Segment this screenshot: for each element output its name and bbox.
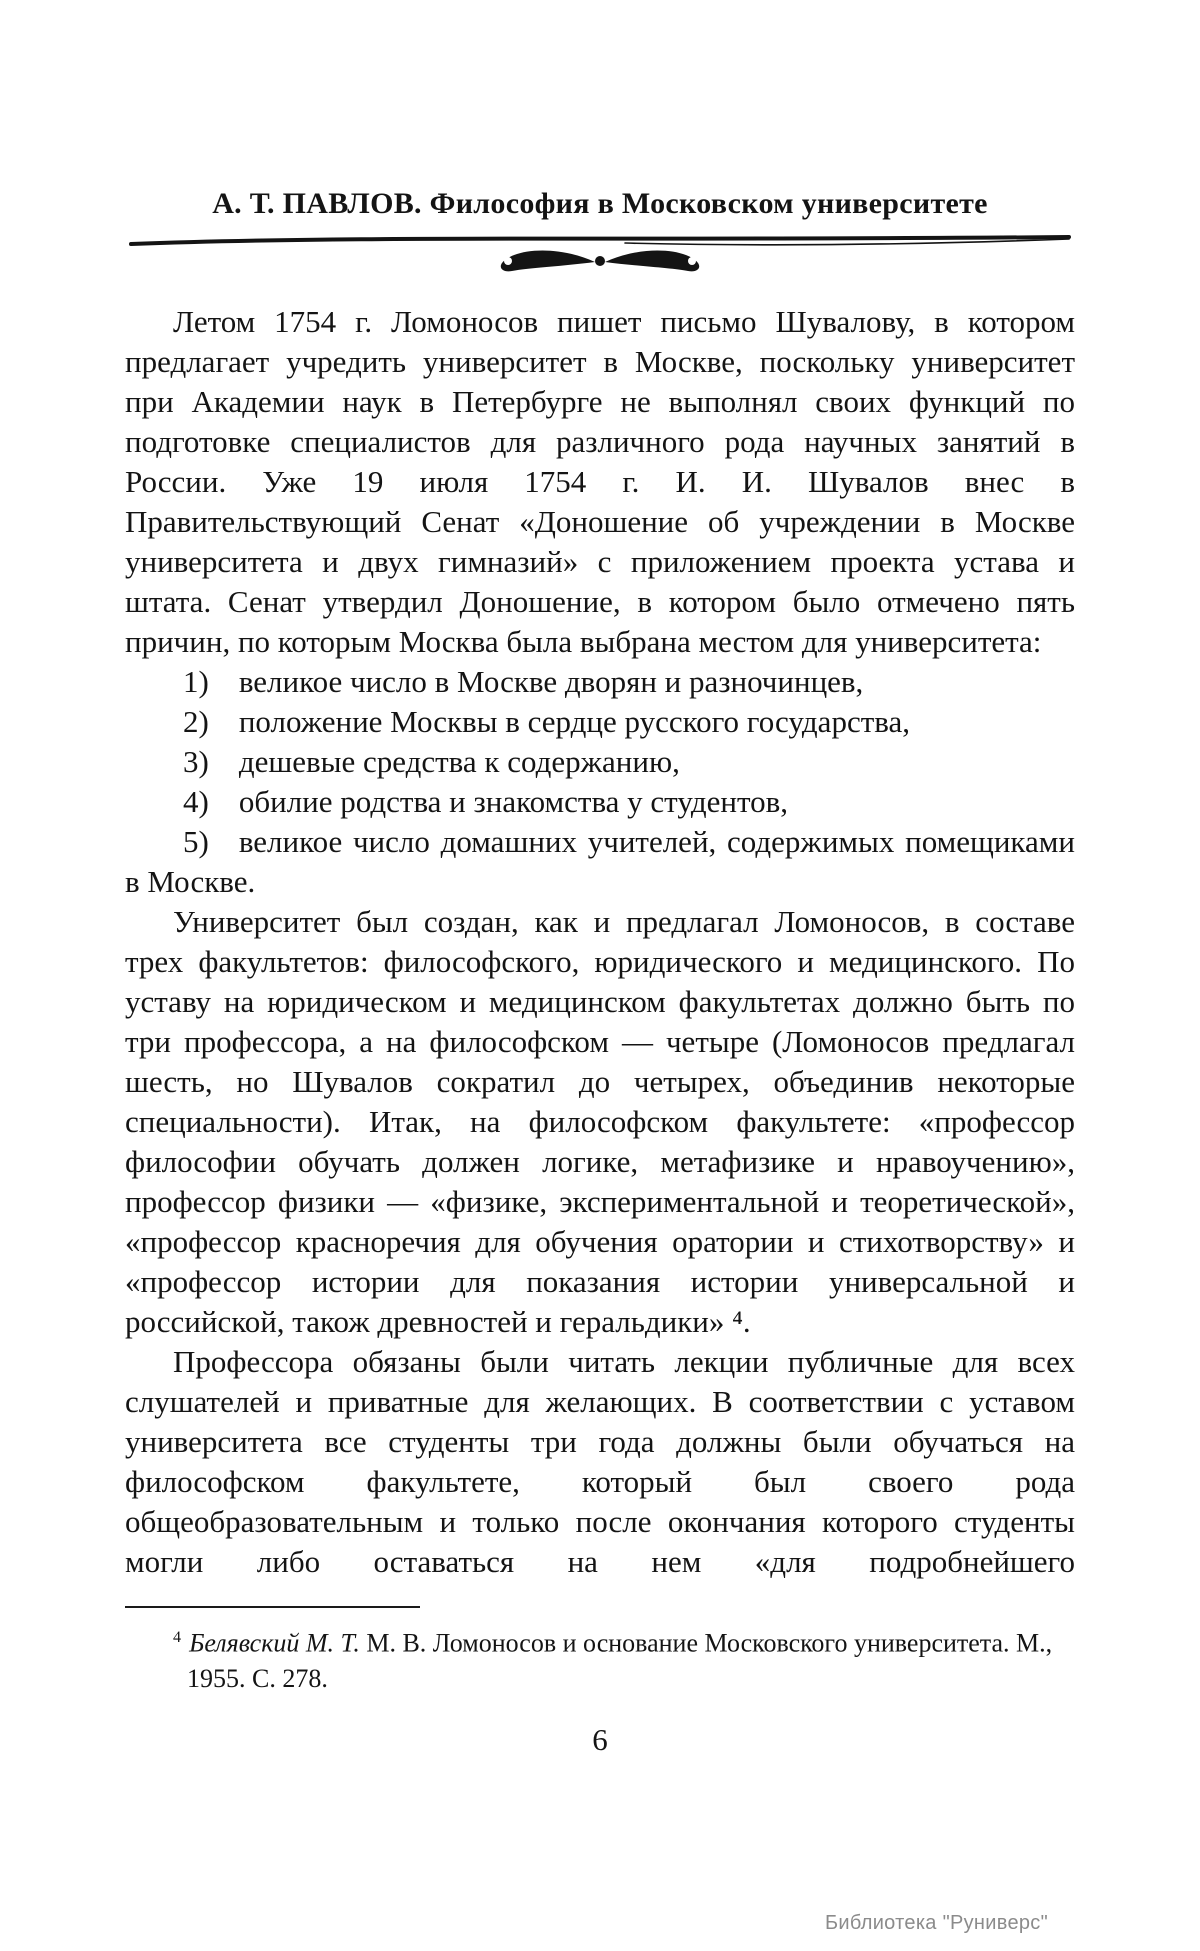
list-text: дешевые средства к содержанию, <box>238 744 680 779</box>
paragraph-3: Профессора обязаны были читать лекции публичные для всех слушателей и приватные для желающих. В соответствии с уставом университета все студенты три года должны были обучаться на философском факультете, который был своего рода общеобразовательным и только после окончания которого студенты могли либо оставаться на нем «для подробнейшего <box>125 1344 1075 1579</box>
page-footer <box>125 1606 1075 1758</box>
list-text: великое число в Москве дворян и разночинцев, <box>238 664 864 699</box>
list-item-1 <box>125 662 1075 702</box>
footnote-separator-rule <box>125 1606 420 1608</box>
list-number: 2) <box>183 704 209 739</box>
footnote-text: М. В. Ломоносов и основание Московского университета. М., 1955. С. 278. <box>187 1628 1053 1693</box>
list-number: 1) <box>183 664 209 699</box>
list-item-5 <box>125 822 1075 902</box>
footnote-marker: 4 <box>173 1629 182 1646</box>
footnote <box>125 1620 1075 1696</box>
list-number: 5) <box>183 824 209 859</box>
fleuron-icon <box>501 251 699 272</box>
list-text: обилие родства и знакомства у студентов, <box>238 784 789 819</box>
watermark: Библиотека "Руниверс" <box>824 1912 1048 1934</box>
list-item-3 <box>125 742 1075 782</box>
list-number: 4) <box>183 784 209 819</box>
page-body <box>125 302 1075 1582</box>
reasons-list <box>125 662 1075 902</box>
list-item-4 <box>125 782 1075 822</box>
paragraph-1: Летом 1754 г. Ломоносов пишет письмо Шувалову, в котором предлагает учредить университет в Москве, поскольку университет при Академии наук в Петербурге не выполнял своих функций по подготовке специалистов для различного рода научных занятий в России. Уже 19 июля 1754 г. И. И. Шувалов внес в Правительствующий Сенат «Доношение об учреждении в Москве университета и двух гимназий» с приложением проекта устава и штата. Сенат утвердил Доношение, в котором было отмечено пять причин, по которым Москва была выбрана местом для университета: <box>125 304 1075 659</box>
running-header-title: А. Т. ПАВЛОВ. Философия в Московском университете <box>212 187 988 220</box>
footnote-author: Белявский М. Т. <box>189 1628 360 1658</box>
list-number: 3) <box>183 744 209 779</box>
page-number: 6 <box>592 1721 608 1757</box>
header-rule-ornament-icon <box>125 230 1075 278</box>
list-item-2 <box>125 702 1075 742</box>
paragraph-2: Университет был создан, как и предлагал Ломоносов, в составе трех факультетов: философского, юридического и медицинского. По уставу на юридическом и медицинском факультетах должно быть по три профессора, а на философском — четыре (Ломоносов предлагал шесть, но Шувалов сократил до четырех, объединив некоторые специальности). Итак, на философском факультете: «профессор философии обучать должен логике, метафизике и нравоучению», профессор физики — «физике, экспериментальной и теоретической», «профессор красноречия для обучения оратории и стихотворству» и «профессор истории для показания истории универсальной и российской, також древностей и геральдики» ⁴. <box>125 904 1075 1339</box>
list-text: великое число домашних учителей, содержимых помещиками в Москве. <box>125 824 1075 899</box>
list-text: положение Москвы в сердце русского государства, <box>238 704 910 739</box>
page-header <box>125 186 1075 278</box>
